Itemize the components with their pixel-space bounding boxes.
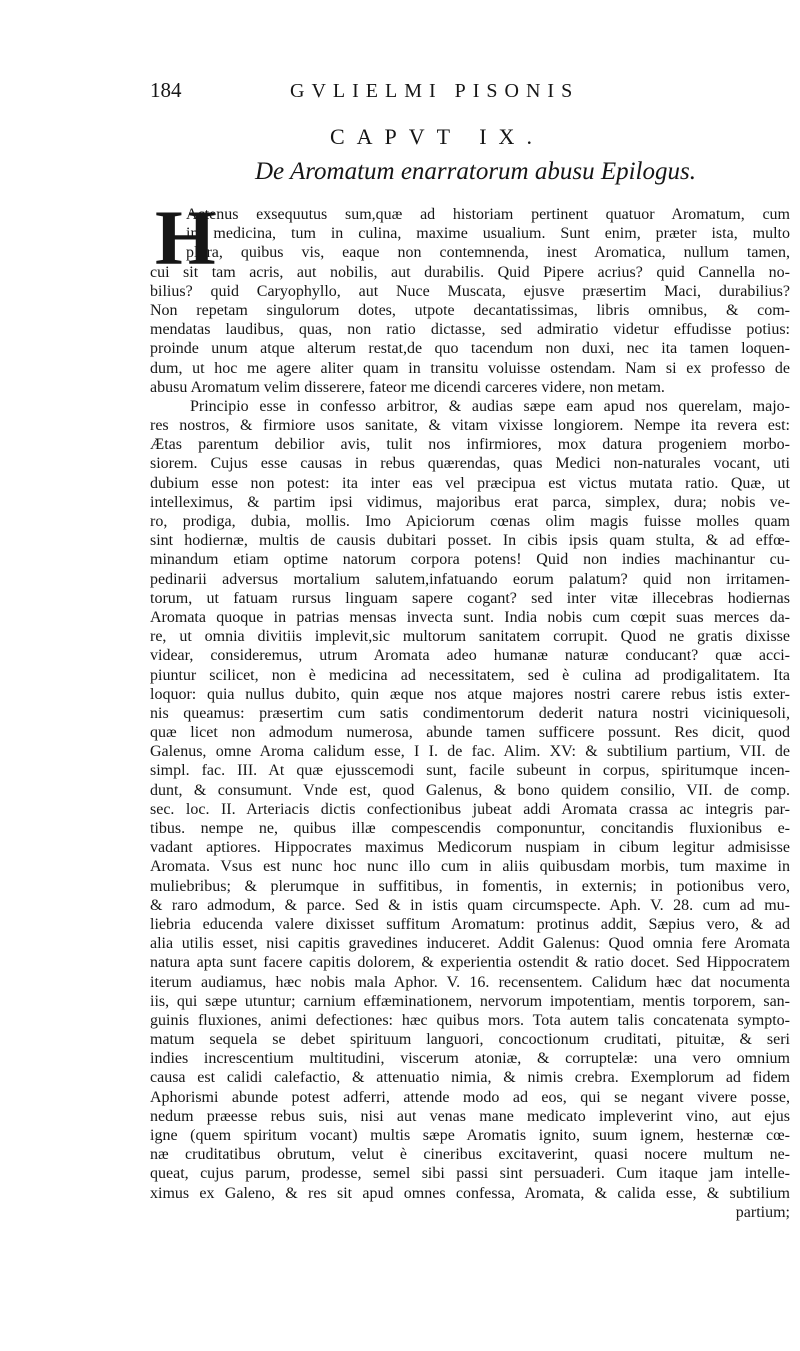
text-line: iterum audiamus, hæc nobis mala Aphor. V. 16. recensentem. Calidum hæc dat nocumenta xyxy=(150,973,790,991)
text-line: & raro admodum, & parce. Sed & in istis quam circumspecte. Aph. V. 28. cum ad mu- xyxy=(150,896,790,914)
text-line: abusu Aromatum velim disserere, fateor me dicendi carceres videre, non metam. xyxy=(150,378,665,396)
chapter-title: De Aromatum enarratorum abusu Epilogus. xyxy=(255,158,696,185)
text-line: Galenus, omne Aroma calidum esse, I I. de fac. Alim. XV: & subtilium partium, VII. de xyxy=(150,743,790,761)
text-line: tibus. nempe ne, quibus illæ compescendis componuntur, concitandis fluxionibus e- xyxy=(150,820,790,837)
body-text xyxy=(150,194,790,1222)
text-line: cui sit tam acris, aut nobilis, aut durabilis. Quid Pipere acrius? quid Cannella no- xyxy=(150,263,790,281)
text-line: sec. loc. II. Arteriacis dictis confectionibus jubeat addi Aromata crassa ac integris par- xyxy=(150,800,790,818)
text-line: igne (quem spiritum vocant) multis sæpe Aromatis ignito, suum ignem, hesternæ cœ- xyxy=(150,1127,790,1144)
text-line: plura, quibus vis, eaque non contemnenda, inest Aromatica, nullum tamen, xyxy=(186,244,790,262)
text-line: vadant aptiores. Hippocrates maximus Medicorum nuspiam in cibum legitur admisisse xyxy=(150,839,790,857)
text-line: nis queamus: præsertim cum satis condimentorum dederit natura nostri viciniquesoli, xyxy=(150,704,790,722)
text-line: Aphorismi abunde potest adferri, attende modo ad eos, qui se negant vivere posse, xyxy=(150,1088,790,1106)
text-line: ximus ex Galeno, & res sit apud omnes confessa, Aromata, & calida esse, & subtilium xyxy=(150,1184,790,1202)
text-line: in medicina, tum in culina, maxime usualium. Sunt enim, præter ista, multo xyxy=(186,225,790,243)
text-line: minandum etiam optime natorum corpora potens! Quid non indies machinantur cu- xyxy=(150,551,790,569)
text-line: natura apta sunt facere capitis dolorem, & experientia ostendit & ratio docet. Sed Hippocratem xyxy=(150,954,790,972)
page-number: 184 xyxy=(150,78,182,102)
text-line: sint hodiernæ, multis de causis dubitari posset. In cibis ipsis quam stulta, & ad effœ- xyxy=(150,532,790,550)
text-line: ro, prodiga, dubia, mollis. Imo Apiciorum cœnas olim magis fuisse molles quam xyxy=(150,513,790,530)
text-line: Non repetam singulorum dotes, utpote decantatissimas, libris omnibus, & com- xyxy=(150,301,790,319)
text-line: guinis fluxiones, animi defectiones: hæc quibus mors. Tota autem talis concatenata sympto- xyxy=(150,1011,790,1029)
drop-cap: H xyxy=(155,194,216,281)
text-line: videar, consideremus, utrum Aromata adeo humanæ naturæ conducant? quæ acci- xyxy=(150,647,790,665)
text-line: alia utilis esset, nisi capitis gravedines induceret. Addit Galenus: Quod omnia fere Aromata xyxy=(150,935,790,953)
text-line: muliebribus; & plerumque in suffitibus, in fomentis, in externis; in potionibus vero, xyxy=(150,877,790,895)
text-line: torum, ut fatuam rursus linguam sapere cogant? sed inter vitæ illecebras hodiernas xyxy=(150,589,790,607)
text-line: Aromata. Vsus est nunc hoc nunc illo cum in aliis quibusdam morbis, tum maxime in xyxy=(150,858,790,876)
text-line: nedum præesse rebus suis, nisi aut venas mane medicato impleverint vino, aut ejus xyxy=(150,1107,790,1125)
text-line: piuntur scilicet, non è medicina ad necessitatem, sed è culina ad prodigalitatem. Ita xyxy=(150,666,790,684)
text-line: Aromata quoque in patrias mensas invecta sunt. India nobis cum cœpit suas merces da- xyxy=(150,608,790,626)
chapter-heading: CAPVT IX. xyxy=(330,124,544,149)
text-line: indies increscentium multitudini, viscerum atoniæ, & corruptelæ: una vero omnium xyxy=(150,1050,790,1068)
text-line: causa est calidi calefactio, & attenuatio nimia, & nimis crebra. Exemplorum ad fidem xyxy=(150,1069,790,1087)
catchword: partium; xyxy=(735,1203,790,1221)
text-line: næ cruditatibus obrutum, velut è cineribus excitaverint, quasi nocere multum ne- xyxy=(150,1146,790,1164)
text-line: bilius? quid Caryophyllo, aut Nuce Muscata, ejusve præsertim Maci, durabilius? xyxy=(150,282,790,300)
text-line: quæ licet non admodum numerosa, abunde tamen sufficere possunt. Res dicit, quod xyxy=(150,724,790,742)
text-line: pedinarii adversus mortalium salutem,infatuando eorum palatum? quid non irritamen- xyxy=(150,570,790,588)
text-line: liebria educenda valere dixisset suffitum Aromatum: protinus addit, Sæpius vero, & ad xyxy=(150,915,790,933)
text-line: dunt, & consumunt. Vnde est, quod Galenus, & bono quidem consilio, VII. de comp. xyxy=(150,781,790,799)
text-line: dum, ut hoc me agere aliter quam in transitu voluisse ostendam. Nam si ex professo de xyxy=(150,359,790,377)
text-line: dubium esse non potest: ita inter eas vel præcipua est victus mutata ratio. Quæ, ut xyxy=(150,474,790,492)
text-line: iis, qui sæpe utuntur; carnium effæminationem, nervorum impotentiam, mentis torporem, san- xyxy=(150,992,790,1010)
text-lines xyxy=(150,194,790,1203)
text-line: Ætas parentum debilior avis, tulit nos infirmiores, mox datura progeniem morbo- xyxy=(150,436,790,454)
text-line: intelleximus, & partim ipsi vidimus, majoribus erat parca, simplex, dura; nobis ve- xyxy=(150,493,790,511)
text-line: loquor: quia nullus dubito, quin æque nos atque majores nostri carere rebus istis exter- xyxy=(150,685,790,703)
text-line: siorem. Cujus esse causas in rebus quærendas, quas Medici non-naturales vocant, uti xyxy=(150,455,790,473)
text-line: mendatas laudibus, quas, non ratio dictasse, sed admiratio videtur effudisse potius: xyxy=(150,321,790,339)
text-line: simpl. fac. III. At quæ ejusscemodi sunt, facile subeunt in corpus, spiritumque incen- xyxy=(150,762,790,780)
running-title: GVLIELMI PISONIS xyxy=(290,80,580,102)
text-line: res nostros, & firmiore usos sanitate, & vitam vixisse longiorem. Nempe ita revera est: xyxy=(150,417,790,435)
text-line: matum sequela se debet spirituum languori, concoctionum cruditati, pituitæ, & seri xyxy=(150,1031,790,1049)
text-line: Actenus exsequutus sum,quæ ad historiam pertinent quatuor Aromatum, cum xyxy=(186,206,790,223)
text-line: re, ut omnia divitiis implevit,sic multorum sanitatem corrupit. Quod ne gratis dixisse xyxy=(150,628,790,646)
page-header xyxy=(150,78,790,112)
text-line: queat, cujus parum, prodesse, semel sibi passi sint persuaderi. Cum itaque jam intelle- xyxy=(150,1165,790,1183)
text-line: proinde unum atque alterum restat,de quo tacendum non duxi, nec ita tamen loquen- xyxy=(150,340,790,358)
text-line: Principio esse in confesso arbitror, & audias sæpe eam apud nos querelam, majo- xyxy=(190,397,790,415)
